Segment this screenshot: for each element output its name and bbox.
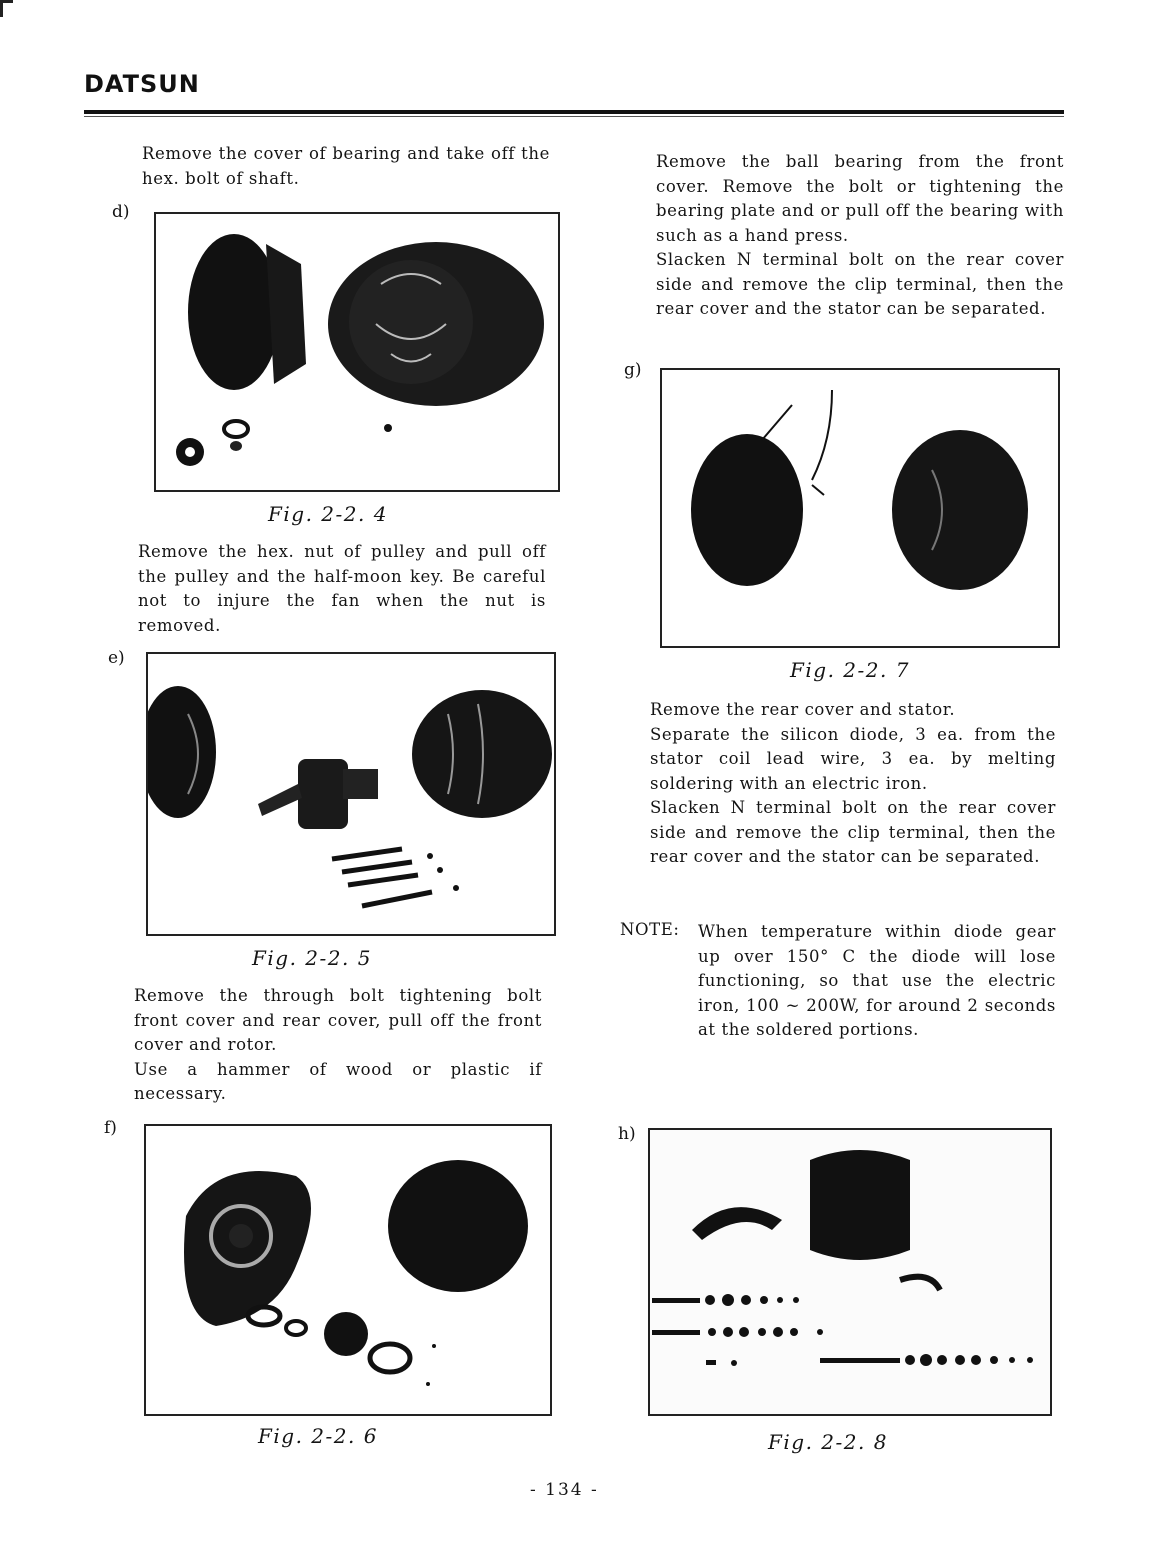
figure-2-2-5-photo [146,652,556,936]
alternator-disassembly-photo-g [662,370,1058,646]
header-rule [84,110,1064,114]
note-text: When temperature within diode gear up over 150° C the diode will lose functioning, so that use the electric iron, 100 ~ 200W, for around 2 seconds at the soldered portions. [698,922,1056,1039]
step-h-text: Remove the rear cover and stator. Separate the silicon diode, 3 ea. from the stator coil lead wire, 3 ea. by melting soldering with an electric iron. Slacken N terminal bolt on the rear cover side and remove the clip terminal, then the rear cover and the stator can be separated. [650,700,1056,866]
alternator-disassembly-photo-d [156,214,558,490]
scan-corner-mark [0,0,13,17]
alternator-disassembly-photo-f [146,1126,550,1414]
figure-2-2-6-caption: Fig. 2-2. 6 [258,1424,378,1448]
figure-2-2-5-caption: Fig. 2-2. 5 [252,946,372,970]
figure-2-2-4-photo [154,212,560,492]
step-d-text: Remove the cover of bearing and take off the hex. bolt of shaft. [142,144,550,188]
step-g-text: Remove the ball bearing from the front cover. Remove the bolt or tightening the bearing plate and or pull off the bearing with such as a hand press. Slacken N terminal bolt on the rear cover side and remove the clip terminal, then the rear cover and the stator can be separated. [656,152,1064,318]
step-h-label: h) [618,1124,636,1144]
step-f-text: Remove the through bolt tightening bolt front cover and rear cover, pull off the front cover and rotor. Use a hammer of wood or plastic if necessary. [134,986,542,1103]
step-f-label: f) [104,1118,117,1138]
figure-2-2-6-photo [144,1124,552,1416]
alternator-disassembly-photo-e [148,654,554,934]
alternator-disassembly-photo-h [650,1130,1050,1414]
figure-2-2-8-photo [648,1128,1052,1416]
note-label: NOTE: [620,920,680,939]
step-e-text: Remove the hex. nut of pulley and pull off the pulley and the half-moon key. Be careful not to injure the fan when the nut is removed. [138,542,546,635]
page-number: - 134 - [530,1480,599,1500]
header-rule-thin [84,116,1064,117]
step-e-label: e) [108,648,125,668]
brand-header: DATSUN [84,70,200,98]
figure-2-2-7-caption: Fig. 2-2. 7 [790,658,910,682]
figure-2-2-7-photo [660,368,1060,648]
step-d-label: d) [112,202,130,222]
step-g-label: g) [624,360,642,380]
figure-2-2-4-caption: Fig. 2-2. 4 [268,502,388,526]
figure-2-2-8-caption: Fig. 2-2. 8 [768,1430,888,1454]
